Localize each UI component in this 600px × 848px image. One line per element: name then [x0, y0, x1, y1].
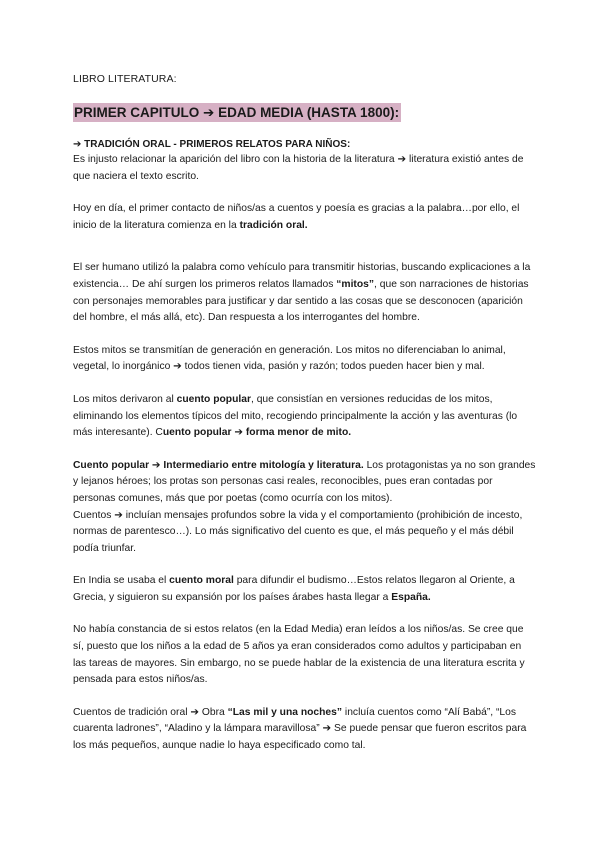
- tradicion-oral-emphasis: tradición oral.: [239, 219, 308, 231]
- mil-y-una-noches-emphasis: “Las mil y una noches”: [227, 706, 343, 718]
- paragraph-6: Cuento popular ➔ Intermediario entre mitología y literatura. Los protagonistas ya no son grandes y lejanos héroes; los protas son personas casi reales, reconocibles, pues eran contadas por personas comunes, más que por poetas (como ocurría con los mitos).: [73, 459, 536, 504]
- paragraph-4: Estos mitos se transmitían de generación en generación. Los mitos no diferenciaban lo animal, vegetal, lo inorgánico ➔ todos tienen vida, pasión y razón; todos pueden hacer bien y mal.: [73, 344, 506, 373]
- paragraph-1: Es injusto relacionar la aparición del libro con la historia de la literatura ➔ literatura existió antes de que naciera el texto escrito.: [73, 154, 524, 182]
- paragraph-9: No había constancia de si estos relatos (en la Edad Media) eran leídos a los niños/as. Se cree que sí, puesto que los niños a la edad de 5 años ya eran considerados como adultos y participaban en las tareas de mayores. Sin embargo, no se puede hablar de la existencia de una literatura escrita y pensada para estos niños/as.: [73, 624, 525, 686]
- section-title: ➔ TRADICIÓN ORAL - PRIMEROS RELATOS PARA NIÑOS:: [73, 139, 351, 150]
- paragraph-2: Hoy en día, el primer contacto de niños/as a cuentos y poesía es gracias a la palabra…por ello, el inicio de la literatura comienza en la tradición oral.: [73, 203, 520, 231]
- paragraph-5: Los mitos derivaron al cuento popular, que consistían en versiones reducidas de los mitos, eliminando los elementos típicos del mito, recogiendo principalmente la acción y las aventuras (lo más interesante). Cuento popular ➔ forma menor de mito.: [73, 393, 518, 439]
- paragraph-7: Cuentos ➔ incluían mensajes profundos sobre la vida y el comportamiento (prohibición de incesto, normas de parentesco…). Lo más significativo del cuento es que, el más pequeño y el más débil podía triunfar.: [73, 509, 523, 554]
- forma-menor-emphasis: uento popular ➔ forma menor de mito.: [162, 427, 352, 439]
- paragraph-8: En India se usaba el cuento moral para difundir el budismo…Estos relatos llegaron al Oriente, a Grecia, y siguieron su expansión por los países árabes hasta llegar a España.: [73, 575, 515, 603]
- paragraph-3: El ser humano utilizó la palabra como vehículo para transmitir historias, buscando explicaciones a la existencia… De ahí surgen los primeros relatos llamados “mitos”, que son narraciones de historias con personajes memorables para justificar y dar sentido a las cosas que se desconocen (aparición del hombre, el más allá, etc). Dan respuesta a los interrogantes del hombre.: [73, 262, 531, 324]
- chapter-title: PRIMER CAPITULO ➔ EDAD MEDIA (HASTA 1800):: [74, 105, 400, 120]
- espana-emphasis: España.: [391, 591, 431, 603]
- cuento-popular-emphasis: cuento popular: [176, 393, 251, 405]
- mitos-emphasis: “mitos”: [336, 278, 375, 290]
- document-label: LIBRO LITERATURA:: [73, 73, 177, 85]
- paragraph-10: Cuentos de tradición oral ➔ Obra “Las mil y una noches” incluía cuentos como “Alí Babá”, “Los cuarenta ladrones”, “Aladino y la lámpara maravillosa” ➔ Se puede pensar que fueron escritos para los más pequeños, aunque nadie lo haya especificado como tal.: [73, 706, 527, 752]
- cuento-moral-emphasis: cuento moral: [169, 575, 234, 587]
- intermediario-emphasis: Cuento popular ➔ Intermediario entre mitología y literatura.: [73, 459, 364, 471]
